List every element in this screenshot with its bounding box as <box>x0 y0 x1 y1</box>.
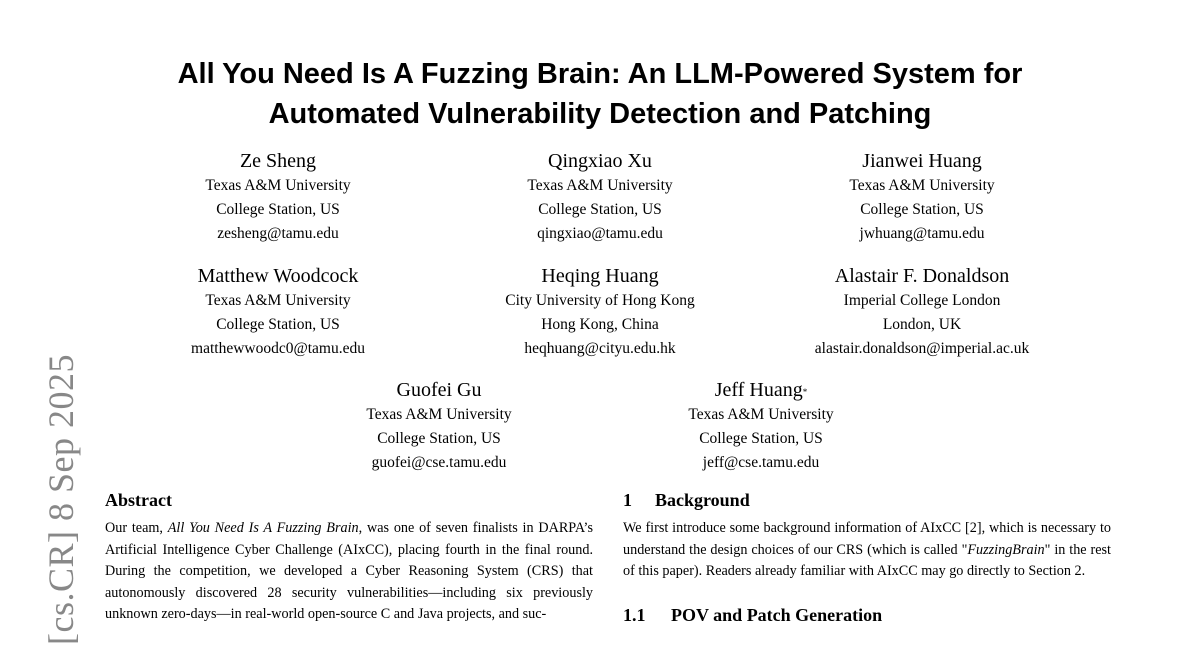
author-name: Matthew Woodcock <box>197 265 359 287</box>
author-affiliation: Imperial College London <box>843 292 1001 309</box>
corresponding-author-mark: * <box>802 387 808 397</box>
abstract-lead: Our team, <box>105 520 168 536</box>
author-name: Qingxiao Xu <box>548 150 652 172</box>
abstract-section <box>105 488 593 626</box>
subsection-title: POV and Patch Generation <box>671 604 883 625</box>
author-email: jeff@cse.tamu.edu <box>702 454 820 471</box>
subsection-heading <box>623 603 1111 627</box>
team-name: All You Need Is A Fuzzing Brain <box>167 520 359 536</box>
author-location: College Station, US <box>699 430 823 447</box>
abstract-text: , was one of seven finalists in DARPA’s Artificial Intelligence Cyber Challenge (AIxCC), placing fourth in the final round. During the competition, we developed a Cyber Reasoning System (CRS) that autonomously discovered 28 security vulnerabilities—including six previously unknown zero-days—in real-world open-source C and Java projects, and suc- <box>105 520 593 622</box>
author-name-text: Jeff Huang <box>714 379 803 401</box>
background-text-b: " in the rest of this paper). Readers already familiar with AIxCC may go directly to Section 2. <box>623 541 1111 579</box>
author-name: Heqing Huang <box>541 265 659 287</box>
author-block <box>440 263 760 361</box>
author-block <box>440 148 760 246</box>
author-affiliation: Texas A&M University <box>527 177 673 194</box>
author-email: guofei@cse.tamu.edu <box>371 454 507 471</box>
author-affiliation: Texas A&M University <box>849 177 995 194</box>
author-email: alastair.donaldson@imperial.ac.uk <box>814 340 1030 357</box>
abstract-heading: Abstract <box>105 490 172 510</box>
crs-name: FuzzingBrain <box>967 541 1045 558</box>
abstract-paragraph <box>105 518 593 626</box>
author-block <box>118 148 438 246</box>
author-email: qingxiao@tamu.edu <box>537 225 663 242</box>
paper-title <box>0 54 1200 134</box>
title-line-1: All You Need Is A Fuzzing Brain: An LLM-Powered System for <box>177 58 1023 90</box>
author-name: Guofei Gu <box>396 379 482 401</box>
author-email: heqhuang@cityu.edu.hk <box>524 340 676 357</box>
author-location: College Station, US <box>538 201 662 218</box>
author-block <box>279 377 599 475</box>
author-location: London, UK <box>882 316 962 333</box>
background-text-a: We first introduce some background information of AIxCC [2], which is necessary to understand the design choices of our CRS (which is called " <box>623 520 1111 558</box>
arxiv-side-label: [cs.CR] 8 Sep 2025 <box>41 354 81 645</box>
author-block <box>762 263 1082 361</box>
author-block <box>118 263 438 361</box>
author-location: College Station, US <box>860 201 984 218</box>
author-affiliation: Texas A&M University <box>366 406 512 423</box>
section-number: 1 <box>623 490 632 510</box>
section-title: Background <box>655 490 750 510</box>
author-name: Alastair F. Donaldson <box>834 265 1010 287</box>
background-section <box>623 488 1111 627</box>
author-affiliation: City University of Hong Kong <box>505 292 695 309</box>
author-affiliation: Texas A&M University <box>205 177 351 194</box>
subsection-number: 1.1 <box>623 604 646 625</box>
author-location: Hong Kong, China <box>541 316 659 333</box>
author-block <box>601 377 921 475</box>
author-location: College Station, US <box>216 316 340 333</box>
author-name <box>601 377 921 403</box>
author-location: College Station, US <box>216 201 340 218</box>
author-name: Ze Sheng <box>239 150 317 172</box>
title-line-2: Automated Vulnerability Detection and Patching <box>268 98 932 130</box>
author-email: matthewwoodc0@tamu.edu <box>191 340 365 357</box>
author-location: College Station, US <box>377 430 501 447</box>
author-block <box>762 148 1082 246</box>
background-paragraph <box>623 518 1111 583</box>
author-email: zesheng@tamu.edu <box>217 225 339 242</box>
author-affiliation: Texas A&M University <box>688 406 834 423</box>
author-name: Jianwei Huang <box>862 150 982 172</box>
author-email: jwhuang@tamu.edu <box>859 225 985 242</box>
author-affiliation: Texas A&M University <box>205 292 351 309</box>
section-heading <box>623 488 1111 512</box>
